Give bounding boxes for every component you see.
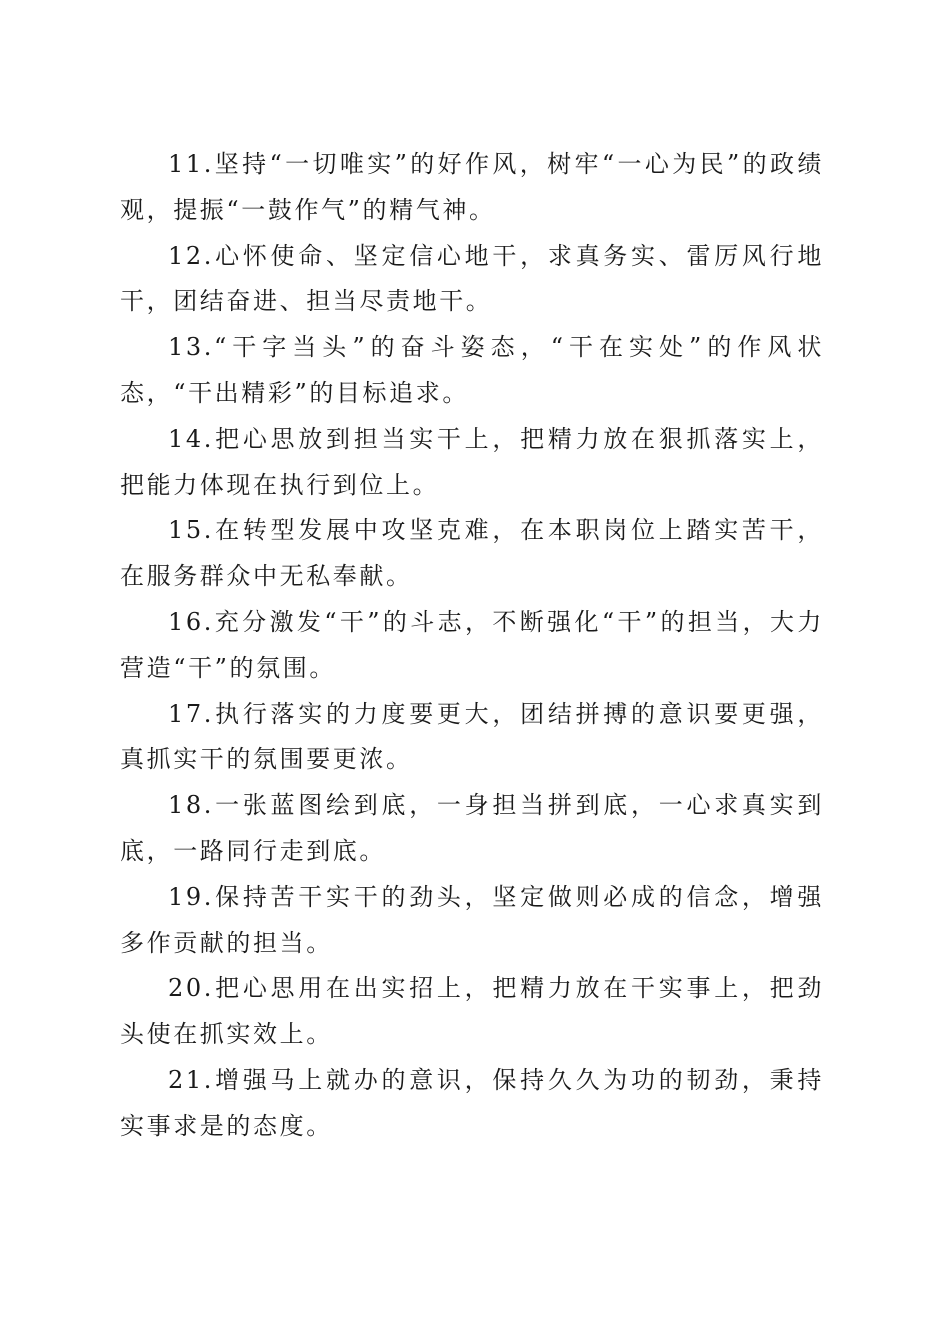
paragraph-21: 21.增强马上就办的意识，保持久久为功的韧劲，秉持实事求是的态度。 xyxy=(120,1065,824,1140)
paragraph-19: 19.保持苦干实干的劲头，坚定做则必成的信念，增强多作贡献的担当。 xyxy=(120,882,824,957)
paragraph-18: 18.一张蓝图绘到底，一身担当拼到底，一心求真实到底，一路同行走到底。 xyxy=(120,791,824,865)
paragraph-11: 11.坚持“一切唯实”的好作风，树牢“一心为民”的政绩观，提振“一鼓作气”的精气神。 xyxy=(120,150,824,224)
paragraph-16: 16.充分激发“干”的斗志，不断强化“干”的担当，大力营造“干”的氛围。 xyxy=(120,607,824,682)
paragraph-12: 12.心怀使命、坚定信心地干，求真务实、雷厉风行地干，团结奋进、担当尽责地干。 xyxy=(120,241,824,316)
paragraph-14: 14.把心思放到担当实干上，把精力放在狠抓落实上，把能力体现在执行到位上。 xyxy=(120,424,824,499)
paragraph-17: 17.执行落实的力度要更大，团结拼搏的意识要更强，真抓实干的氛围要更浓。 xyxy=(120,699,824,774)
document-body xyxy=(120,142,824,1150)
paragraph-13: 13.“干字当头”的奋斗姿态，“干在实处”的作风状态，“干出精彩”的目标追求。 xyxy=(120,333,824,407)
paragraph-15: 15.在转型发展中攻坚克难，在本职岗位上踏实苦干，在服务群众中无私奉献。 xyxy=(120,516,824,591)
paragraph-20: 20.把心思用在出实招上，把精力放在干实事上，把劲头使在抓实效上。 xyxy=(120,974,824,1049)
